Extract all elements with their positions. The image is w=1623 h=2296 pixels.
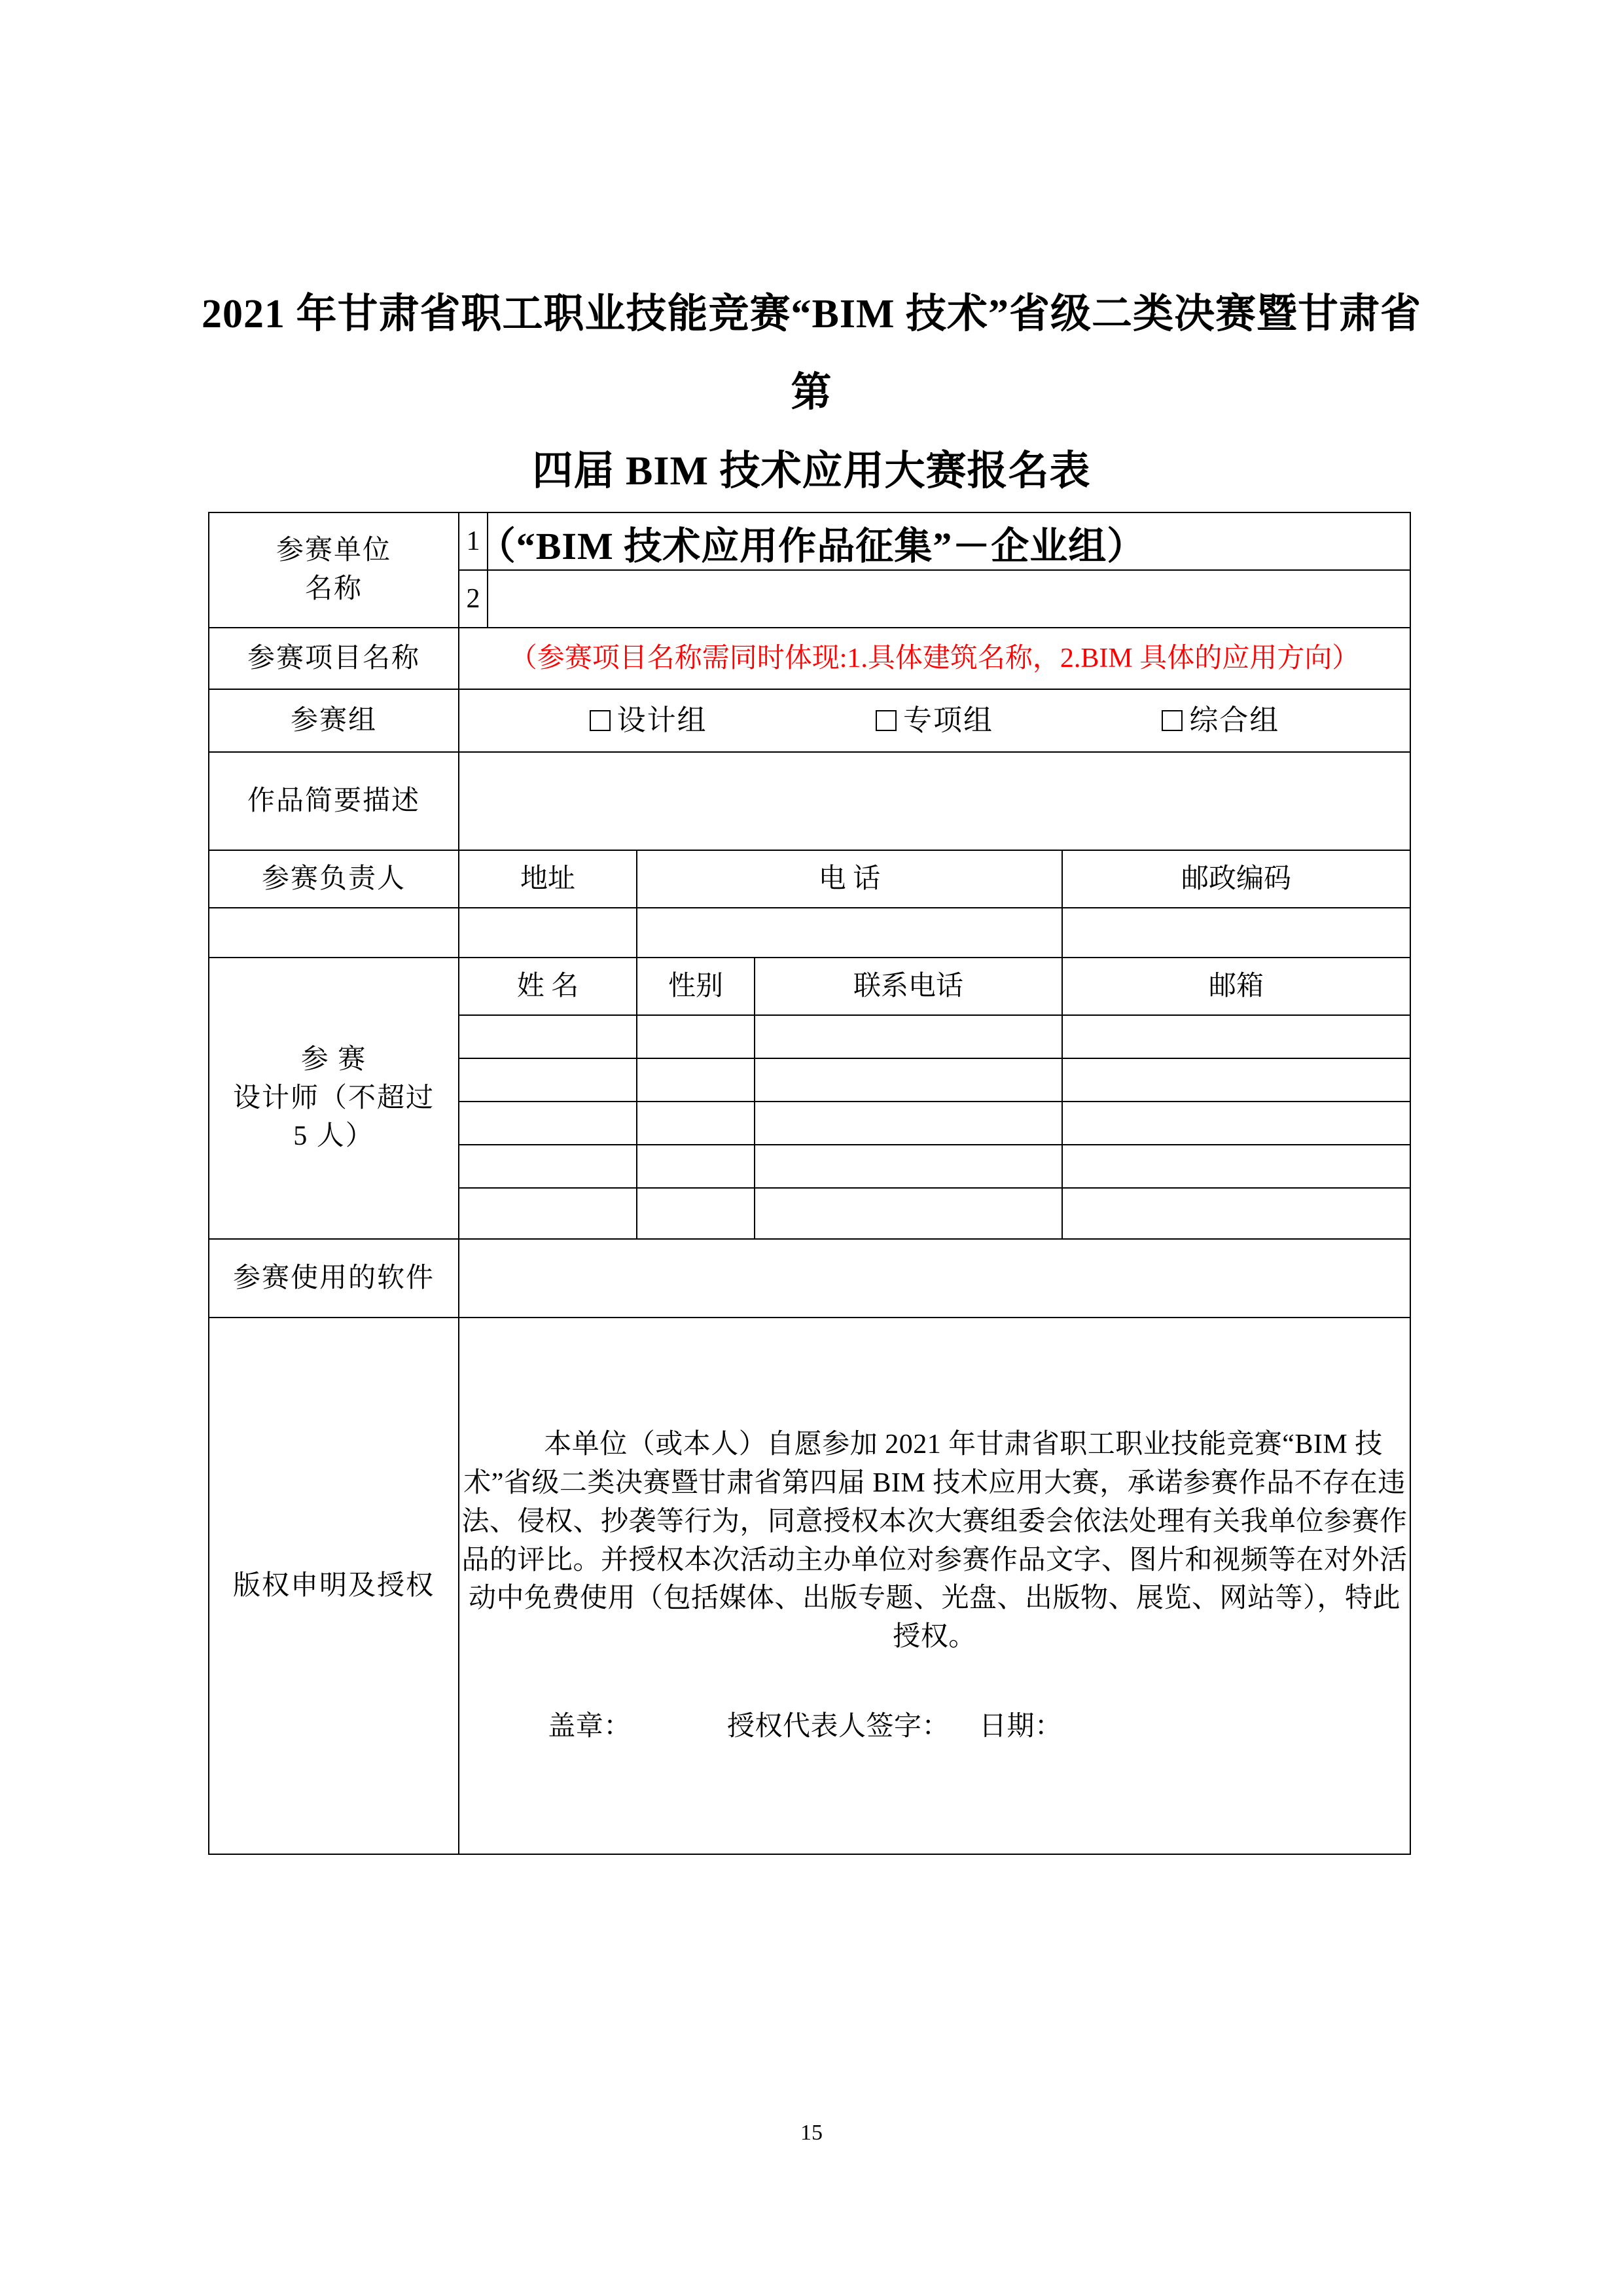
copyright-statement-text: 本单位（或本人）自愿参加 2021 年甘肃省职工职业技能竞赛“BIM 技术”省级二类决赛暨甘肃省第四届 BIM 技术应用大赛，承诺参赛作品不存在违法、侵权、抄袭等行为，同意授权本次大赛组委会依法处理有关我单位参赛作品的评比。并授权本次活动主办单位对参赛作品文字、图片和视频等在对外活动中免费使用（包括媒体、出版专题、光盘、出版物、展览、网站等），特此授权。 [461,1429,1408,1653]
checkbox-icon[interactable] [1162,710,1183,731]
designer-label-line2: 设计师（不超过 [232,1083,435,1113]
unit-name-input-1[interactable] [488,512,1410,570]
group-label: 参赛组 [209,689,459,752]
title-line-3: （“BIM 技术应用作品征集”－企业组） [477,525,1146,567]
table-row [209,752,1410,850]
software-label: 参赛使用的软件 [209,1239,459,1318]
title-line-2: 四届 BIM 技术应用大赛报名表 [532,449,1091,493]
leader-header-address: 地址 [459,850,637,908]
group-option-design[interactable] [590,700,707,741]
checkbox-icon[interactable] [590,710,611,731]
signature-label[interactable]: 授权代表人签字： [726,1711,950,1742]
designer-name-input[interactable] [459,1188,637,1239]
description-input[interactable] [459,752,1410,850]
signature-row [459,1708,1410,1746]
designer-gender-input[interactable] [637,1188,755,1239]
table-row [209,689,1410,752]
checkbox-icon[interactable] [876,710,897,731]
leader-header-phone: 电 话 [637,850,1062,908]
designer-label [209,958,459,1239]
group-option-comprehensive[interactable] [1162,700,1279,741]
copyright-statement-cell [459,1318,1410,1854]
designer-gender-input[interactable] [637,1058,755,1102]
unit-name-label [209,512,459,628]
designer-phone-input[interactable] [755,1145,1062,1188]
designer-email-input[interactable] [1062,1058,1410,1102]
table-row [209,628,1410,689]
leader-phone-input[interactable] [637,908,1062,958]
designer-email-input[interactable] [1062,1102,1410,1145]
unit-name-label-line2: 名称 [304,574,363,604]
designer-label-line1: 参 赛 [300,1044,367,1075]
designer-gender-input[interactable] [637,1145,755,1188]
project-name-note: （参赛项目名称需同时体现:1.具体建筑名称，2.BIM 具体的应用方向） [459,628,1410,689]
designer-name-input[interactable] [459,1145,637,1188]
unit-row-number-2: 2 [459,570,488,628]
designer-email-input[interactable] [1062,1145,1410,1188]
group-option-design-label: 设计组 [616,704,707,737]
title-line-1: 2021 年甘肃省职工职业技能竞赛“BIM 技术”省级二类决赛暨甘肃省第 [201,292,1421,415]
seal-label[interactable]: 盖章： [548,1711,632,1742]
designer-gender-input[interactable] [637,1015,755,1058]
table-row [209,1239,1410,1318]
designer-email-input[interactable] [1062,1015,1410,1058]
description-label: 作品简要描述 [209,752,459,850]
designer-phone-input[interactable] [755,1188,1062,1239]
software-input[interactable] [459,1239,1410,1318]
table-row [209,958,1410,1015]
table-row [209,908,1410,958]
table-row [209,850,1410,908]
leader-address-input[interactable] [459,908,637,958]
designer-label-line3: 5 人） [293,1121,374,1152]
designer-header-gender: 性别 [637,958,755,1015]
group-option-special[interactable] [876,700,993,741]
leader-postcode-input[interactable] [1062,908,1410,958]
table-row [209,1318,1410,1854]
leader-name-input[interactable] [209,908,459,958]
unit-row-number-1: 1 [459,512,488,570]
group-option-special-label: 专项组 [902,704,993,737]
designer-gender-input[interactable] [637,1102,755,1145]
project-name-label: 参赛项目名称 [209,628,459,689]
designer-header-name: 姓 名 [459,958,637,1015]
date-label[interactable]: 日期： [979,1711,1063,1742]
group-option-comprehensive-label: 综合组 [1189,704,1280,737]
designer-phone-input[interactable] [755,1102,1062,1145]
designer-phone-input[interactable] [755,1058,1062,1102]
table-row [209,512,1410,570]
designer-name-input[interactable] [459,1058,637,1102]
copyright-label: 版权申明及授权 [209,1318,459,1854]
designer-header-email: 邮箱 [1062,958,1410,1015]
page-number: 15 [800,2121,823,2145]
designer-name-input[interactable] [459,1102,637,1145]
group-options-cell [459,689,1410,752]
unit-name-label-line1: 参赛单位 [276,535,391,566]
designer-header-phone: 联系电话 [755,958,1062,1015]
designer-name-input[interactable] [459,1015,637,1058]
leader-label: 参赛负责人 [209,850,459,908]
leader-header-postcode: 邮政编码 [1062,850,1410,908]
designer-email-input[interactable] [1062,1188,1410,1239]
unit-name-input-2[interactable] [488,570,1410,628]
registration-form-table [208,512,1411,1855]
designer-phone-input[interactable] [755,1015,1062,1058]
